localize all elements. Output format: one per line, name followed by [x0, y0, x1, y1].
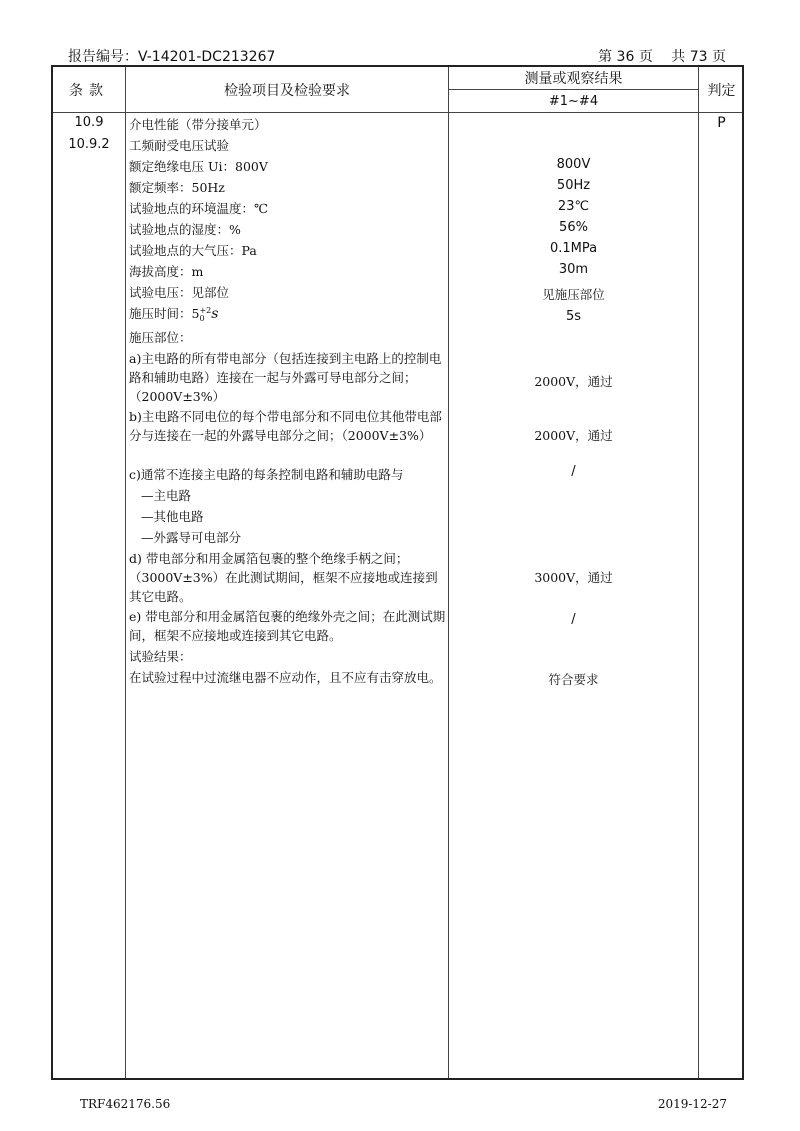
row-label: 额定绝缘电压 Ui：800V — [129, 159, 268, 174]
column-divider — [698, 67, 699, 1078]
duration-label: 施压时间：5+2 0 s — [129, 305, 219, 323]
header-clause: 条款 — [69, 82, 109, 99]
result-value: 56% — [559, 220, 588, 235]
document-date: 2019-12-27 — [657, 1097, 727, 1111]
result-value: 30m — [558, 262, 589, 277]
header-sample: #1~#4 — [548, 93, 599, 109]
result-value: / — [571, 612, 576, 627]
result-value: 2000V，通过 — [534, 374, 613, 389]
result-value: / — [571, 464, 576, 479]
result-value: 800V — [556, 157, 591, 172]
row-label: 试验地点的湿度：% — [129, 222, 241, 237]
row-label: 试验电压：见部位 — [129, 285, 230, 300]
clause-main: 10.9 — [74, 115, 104, 130]
item-c-sub: —主电路 — [141, 488, 192, 503]
header-divider — [53, 112, 742, 113]
form-number: TRF462176.56 — [80, 1097, 171, 1111]
header-item: 检验项目及检验要求 — [224, 82, 350, 99]
item-c-sub: —其他电路 — [141, 509, 204, 524]
page-indicator: 第 36 页 共 73 页 — [598, 49, 726, 65]
section-subtitle: 工频耐受电压试验 — [129, 138, 230, 153]
column-divider — [125, 67, 126, 1078]
header-measurement: 测量或观察结果 — [524, 71, 623, 87]
item-c-sub: —外露导可电部分 — [141, 530, 242, 545]
result-value: 50Hz — [556, 178, 591, 193]
result-value: 0.1MPa — [549, 241, 598, 256]
item-d-text: d) 带电部分和用金属箔包裹的整个绝缘手柄之间；（3000V±3%）在此测试期间，框架不应接地或连接到其它电路。 — [129, 551, 438, 604]
section-title: 介电性能（带分接单元） — [129, 117, 267, 132]
header-verdict: 判定 — [707, 82, 736, 99]
conclusion-title: 试验结果： — [129, 649, 192, 664]
result-value: 见施压部位 — [542, 287, 605, 302]
item-e-text: e) 带电部分和用金属箔包裹的绝缘外壳之间；在此测试期间，框架不应接地或连接到其它电路。 — [129, 609, 446, 643]
item-c-text: c)通常不连接主电路的每条控制电路和辅助电路与 — [129, 467, 404, 482]
requirements-column — [129, 115, 447, 687]
report-number: 报告编号：V-14201-DC213267 — [68, 49, 276, 65]
apply-title: 施压部位： — [129, 330, 192, 345]
result-value: 23℃ — [557, 199, 590, 214]
row-label: 额定频率：50Hz — [129, 180, 225, 195]
inspection-table — [51, 65, 744, 1080]
item-b-text: b)主电路不同电位的每个带电部分和不同电位其他带电部分与连接在一起的外露导电部分之间；（2000V±3%） — [129, 409, 442, 443]
row-label: 试验地点的环境温度：℃ — [129, 201, 268, 216]
result-value: 3000V，通过 — [534, 570, 613, 585]
verdict-value: P — [717, 115, 726, 131]
row-label: 试验地点的大气压：Pa — [129, 243, 257, 258]
result-value: 符合要求 — [548, 672, 599, 687]
row-label: 海拔高度：m — [129, 264, 204, 279]
clause-sub: 10.9.2 — [68, 137, 110, 152]
result-value: 2000V，通过 — [534, 428, 613, 443]
item-a-text: a)主电路的所有带电部分（包括连接到主电路上的控制电路和辅助电路）连接在一起与外露可导电部分之间；（2000V±3%） — [129, 351, 442, 404]
conclusion-text: 在试验过程中过流继电器不应动作，且不应有击穿放电。 — [129, 670, 442, 685]
result-value: 5s — [565, 309, 582, 324]
